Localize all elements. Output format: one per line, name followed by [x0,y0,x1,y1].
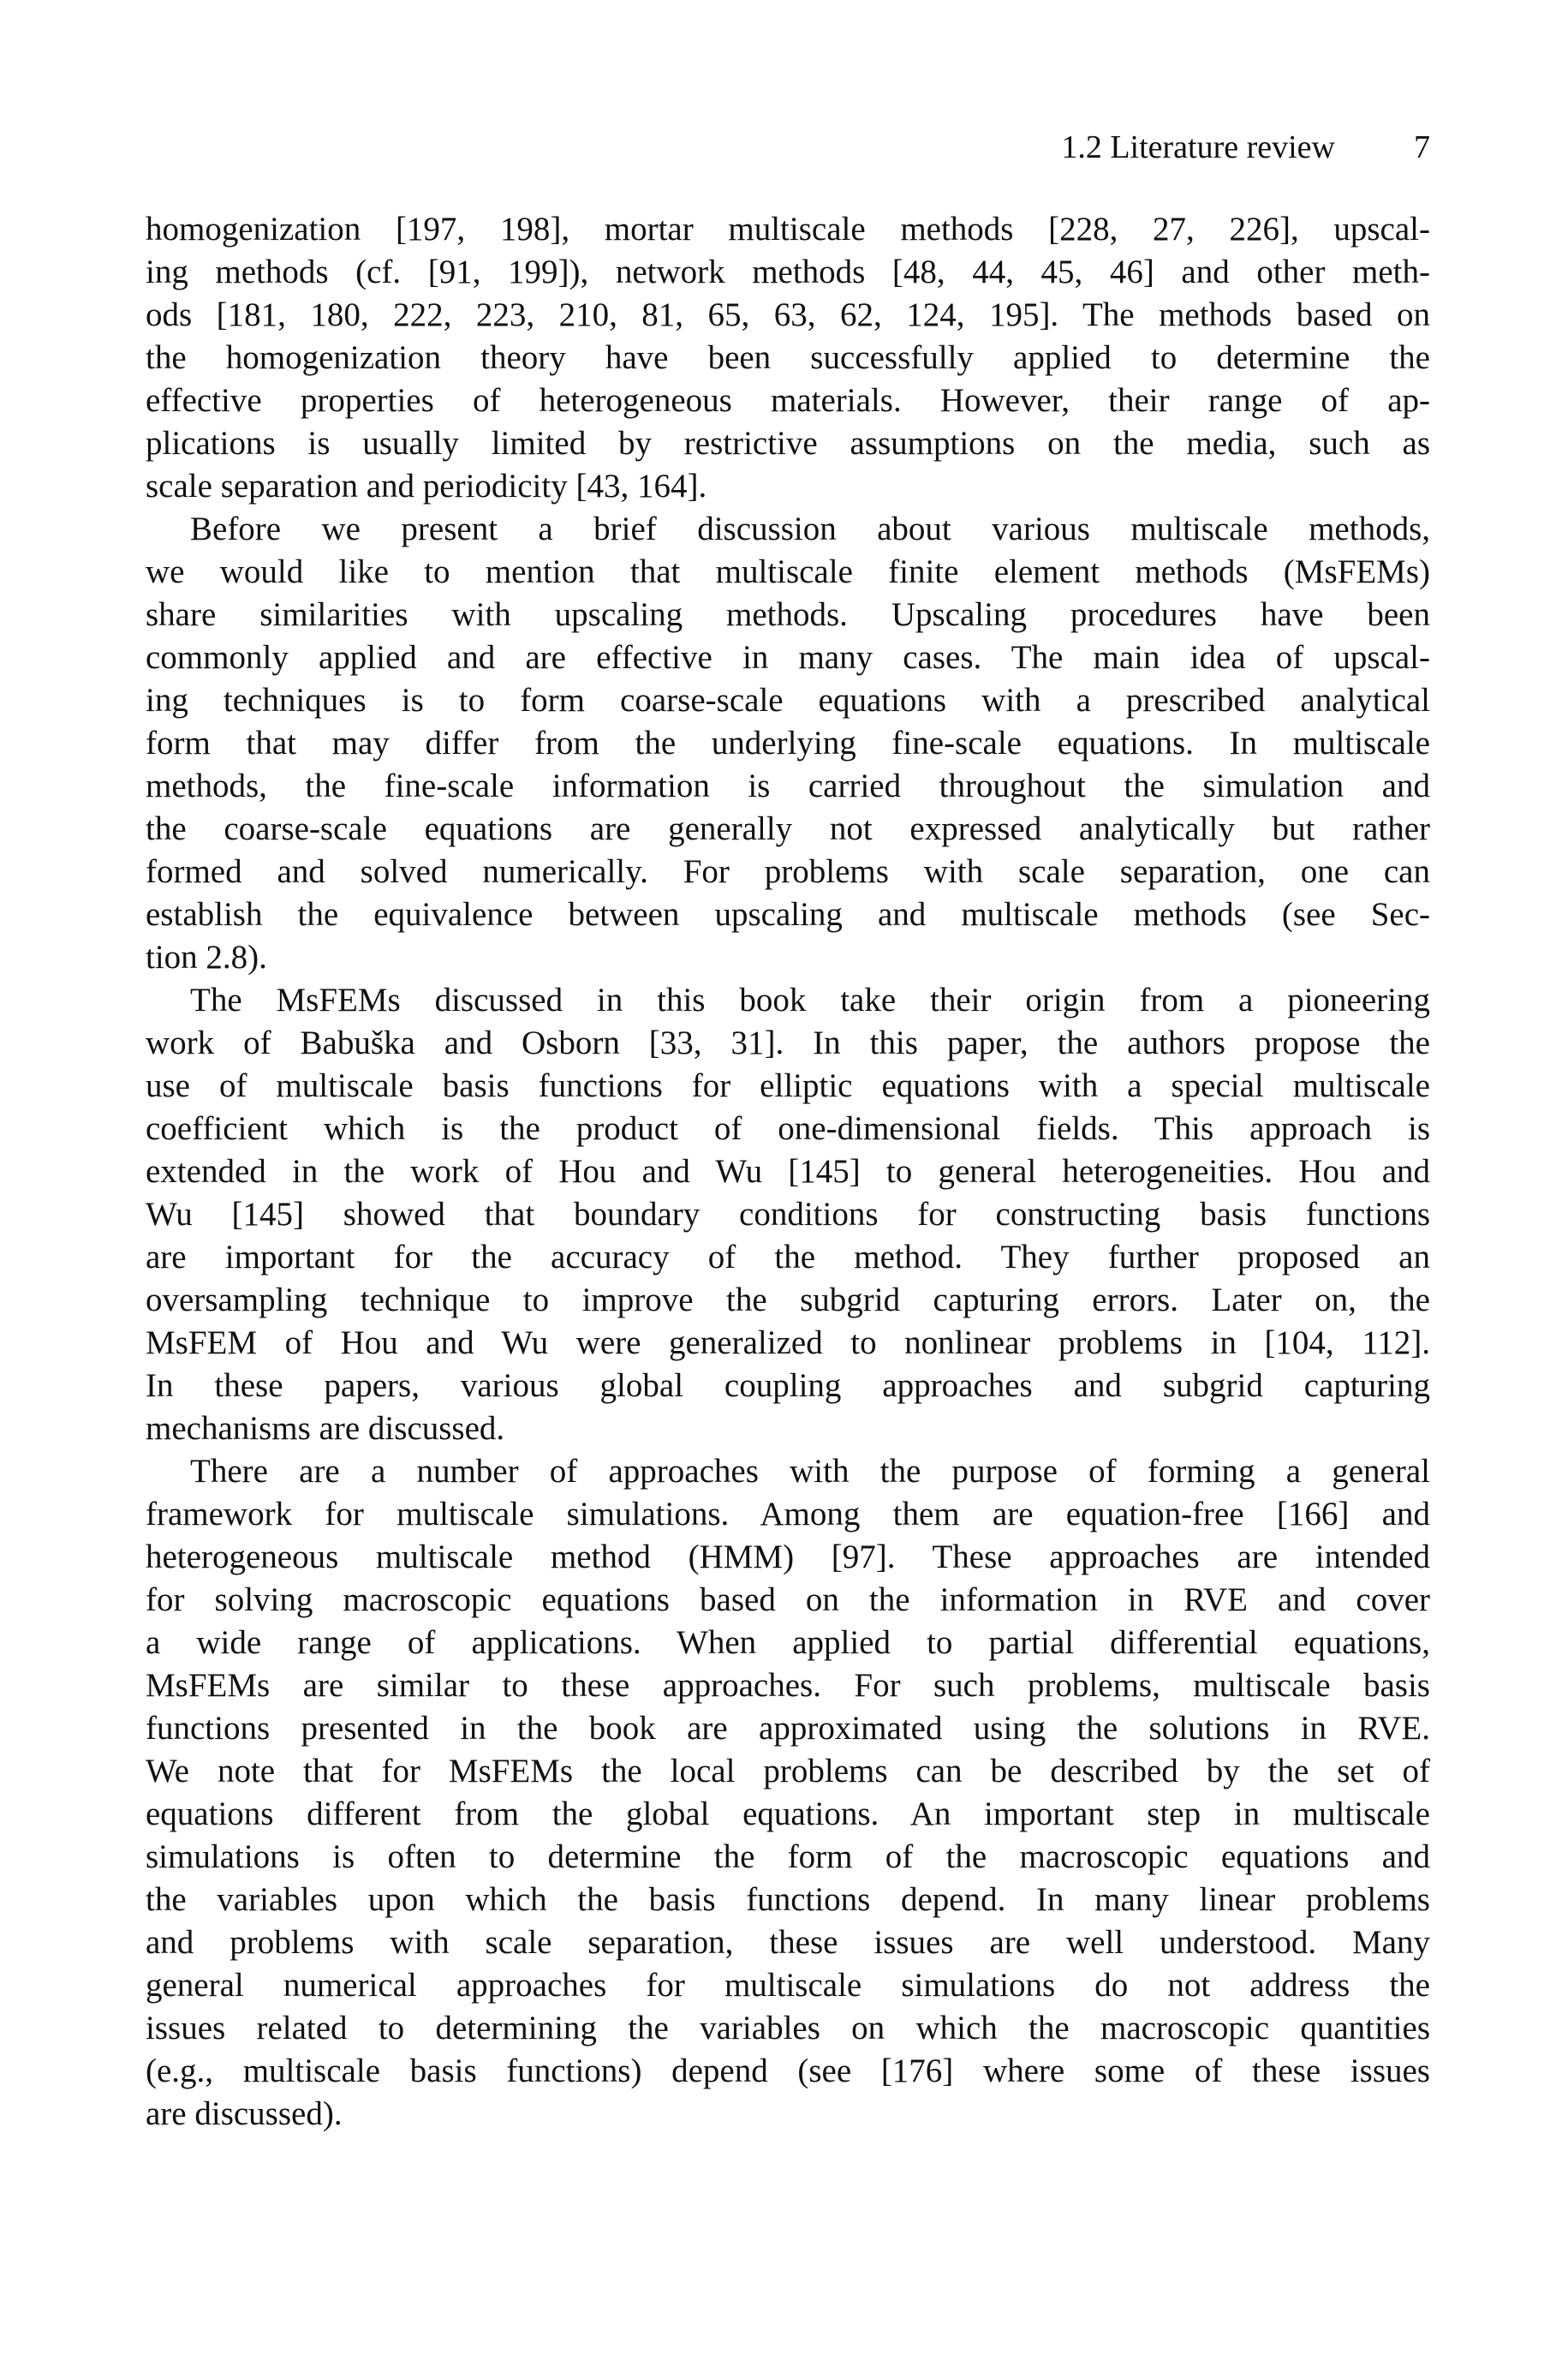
text-line: MsFEM of Hou and Wu were generalized to nonlinear problems in [104, 112]. [146,1324,1430,1361]
page-number: 7 [1414,129,1430,165]
text-line: use of multiscale basis functions for elliptic equations with a special multiscale [146,1067,1430,1104]
text-line: homogenization [197, 198], mortar multiscale methods [228, 27, 226], upscal- [146,211,1430,248]
text-line: extended in the work of Hou and Wu [145] to general heterogeneities. Hou and [146,1153,1430,1190]
text-line: MsFEMs are similar to these approaches. For such problems, multiscale basis [146,1667,1430,1704]
text-line: functions presented in the book are approximated using the solutions in RVE. [146,1710,1430,1747]
text-line: a wide range of applications. When applied to partial differential equations, [146,1624,1430,1661]
paragraph [146,508,1430,979]
text-line: scale separation and periodicity [43, 164]. [146,468,707,505]
section-header: 1.2 Literature review [1061,129,1335,165]
text-line: simulations is often to determine the form of the macroscopic equations and [146,1838,1430,1875]
text-line: formed and solved numerically. For problems with scale separation, one can [146,853,1430,890]
text-line: There are a number of approaches with the purpose of forming a general [190,1453,1430,1490]
text-line: ing methods (cf. [91, 199]), network methods [48, 44, 45, 46] and other meth- [146,254,1430,290]
text-line: are discussed). [146,2095,343,2132]
running-header [146,128,1430,166]
text-line: Before we present a brief discussion about various multiscale methods, [190,511,1430,547]
text-line: the homogenization theory have been successfully applied to determine the [146,339,1430,376]
text-line: heterogeneous multiscale method (HMM) [97]. These approaches are intended [146,1539,1430,1575]
paragraph [146,1450,1430,2136]
text-line: share similarities with upscaling methods. Upscaling procedures have been [146,596,1430,633]
text-line: the coarse-scale equations are generally not expressed analytically but rather [146,810,1430,847]
text-line: equations different from the global equations. An important step in multiscale [146,1795,1430,1832]
text-line: In these papers, various global coupling approaches and subgrid capturing [146,1367,1430,1404]
text-line: and problems with scale separation, these issues are well understood. Many [146,1924,1430,1961]
paragraph [146,979,1430,1450]
page-body [146,208,1430,2136]
text-line: tion 2.8). [146,939,267,976]
text-line: coefficient which is the product of one-dimensional fields. This approach is [146,1110,1430,1147]
text-line: form that may differ from the underlying fine-scale equations. In multiscale [146,725,1430,762]
text-line: methods, the fine-scale information is carried throughout the simulation and [146,768,1430,804]
paragraph [146,208,1430,508]
text-line: work of Babuška and Osborn [33, 31]. In this paper, the authors propose the [146,1025,1430,1061]
text-line: framework for multiscale simulations. Among them are equation-free [166] and [146,1496,1430,1533]
text-line: oversampling technique to improve the subgrid capturing errors. Later on, the [146,1282,1430,1318]
text-line: are important for the accuracy of the method. They further proposed an [146,1239,1430,1276]
text-line: (e.g., multiscale basis functions) depend (see [176] where some of these issues [146,2052,1430,2089]
text-line: establish the equivalence between upscaling and multiscale methods (see Sec- [146,896,1430,933]
text-line: Wu [145] showed that boundary conditions for constructing basis functions [146,1196,1430,1233]
text-block [146,128,1430,2136]
text-line: for solving macroscopic equations based on the information in RVE and cover [146,1581,1430,1618]
text-line: ods [181, 180, 222, 223, 210, 81, 65, 63, 62, 124, 195]. The methods based on [146,296,1430,333]
text-line: The MsFEMs discussed in this book take their origin from a pioneering [190,982,1430,1019]
text-line: the variables upon which the basis functions depend. In many linear problems [146,1881,1430,1918]
text-line: plications is usually limited by restrictive assumptions on the media, such as [146,425,1430,462]
text-line: we would like to mention that multiscale finite element methods (MsFEMs) [146,553,1430,590]
text-line: ing techniques is to form coarse-scale equations with a prescribed analytical [146,682,1430,719]
text-line: general numerical approaches for multiscale simulations do not address the [146,1967,1430,2004]
text-line: We note that for MsFEMs the local problems can be described by the set of [146,1753,1430,1789]
text-line: commonly applied and are effective in many cases. The main idea of upscal- [146,639,1430,676]
text-line: effective properties of heterogeneous materials. However, their range of ap- [146,382,1430,419]
text-line: issues related to determining the variables on which the macroscopic quantities [146,2010,1430,2046]
text-line: mechanisms are discussed. [146,1410,505,1447]
